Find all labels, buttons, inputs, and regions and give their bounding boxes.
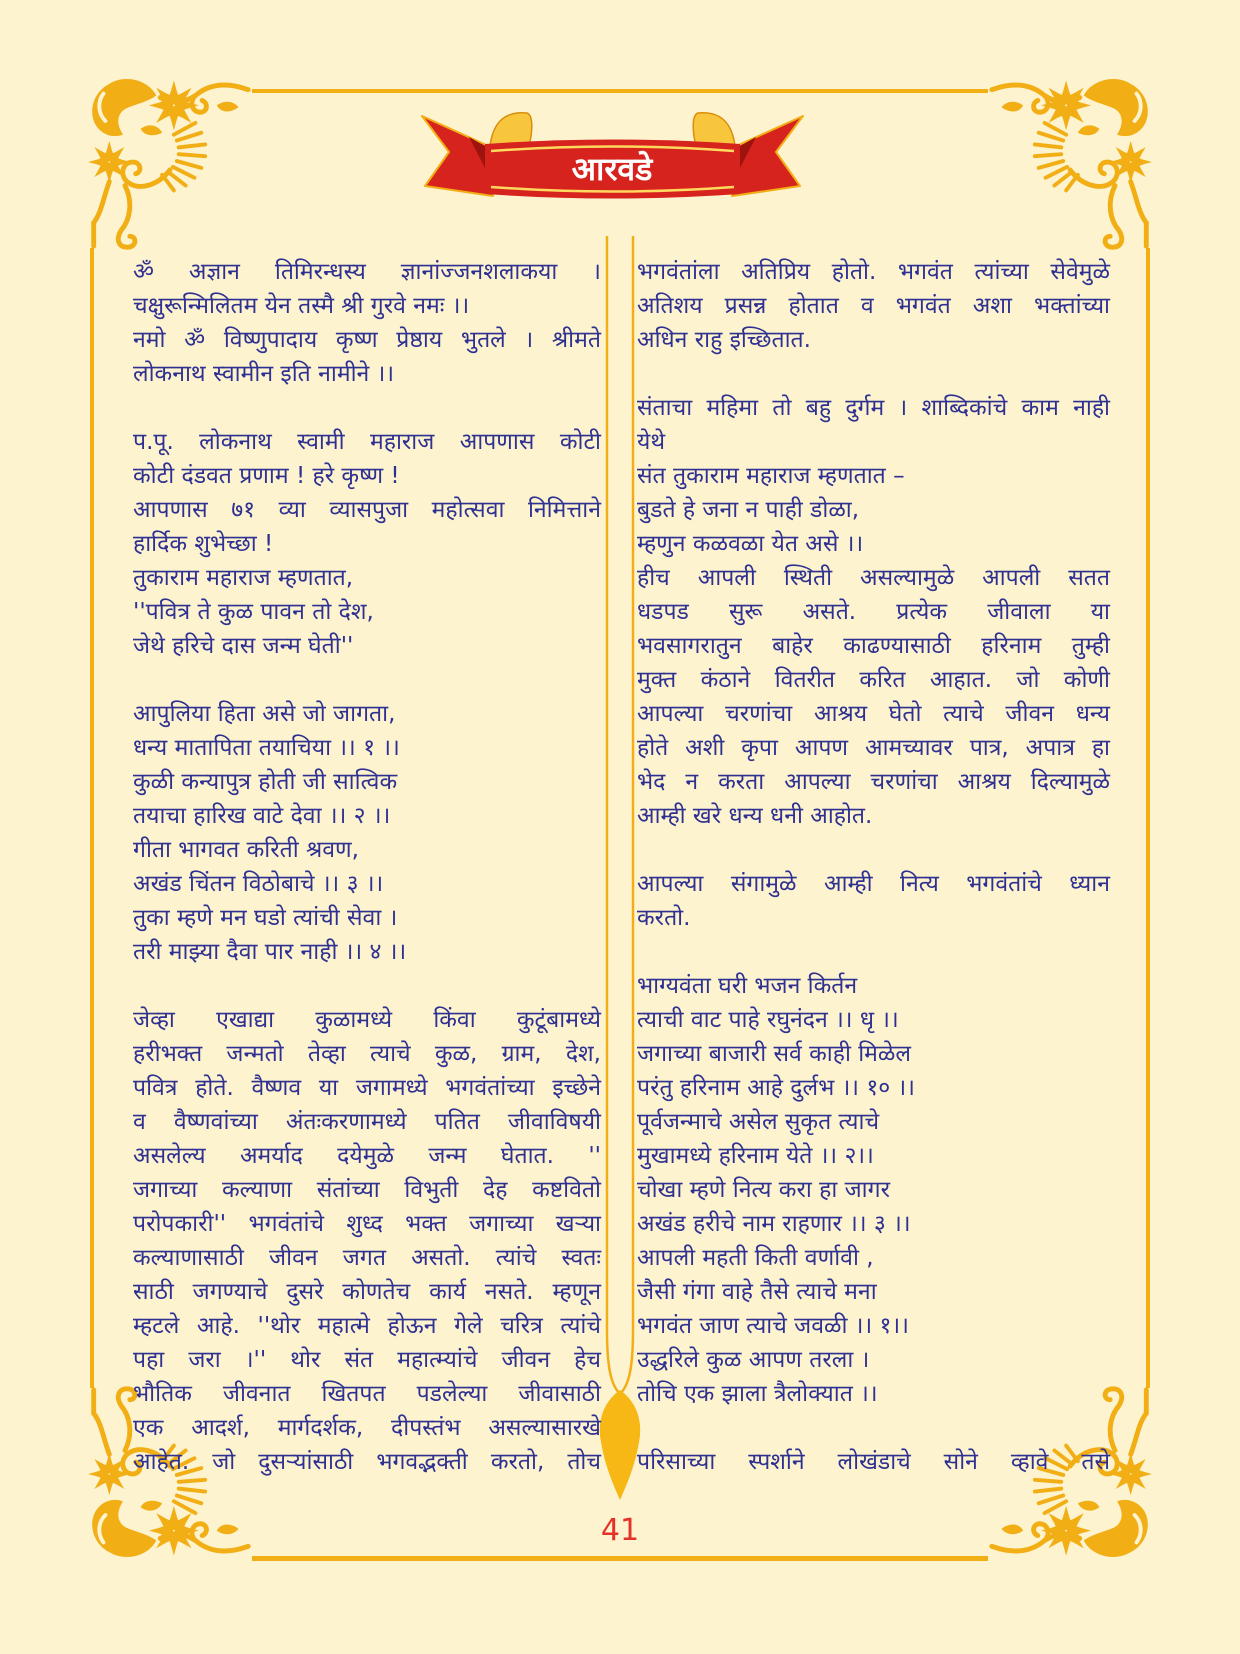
text-line: भगवंत जाण त्याचे जवळी ।। १।। <box>637 1313 909 1339</box>
text-line: हार्दिक शुभेच्छा ! <box>133 531 274 557</box>
text-line: व वैष्णवांच्या अंतःकरणामध्ये पतित जीवाविषयी <box>133 1109 601 1135</box>
text-line: आहेत. जो दुसऱ्यांसाठी भगवद्भक्ती करतो, तोच <box>133 1449 601 1475</box>
paragraph-block <box>637 867 1110 935</box>
text-line: परोपकारी'' भगवंतांचे शुध्द भक्त जगाच्या खऱ्या <box>133 1211 601 1237</box>
paragraph-block <box>133 697 601 969</box>
text-line: म्हणुन कळवळा येत असे ।। <box>637 531 864 557</box>
text-line: कोटी दंडवत प्रणाम ! हरे कृष्ण ! <box>133 463 400 489</box>
text-line: जगाच्या बाजारी सर्व काही मिळेल <box>637 1041 912 1067</box>
text-line: आपली महती किती वर्णावी , <box>637 1245 874 1271</box>
text-line: असलेल्य अमर्याद दयेमुळे जन्म घेतात. '' <box>133 1143 601 1169</box>
text-line: भेद न करता आपल्या चरणांचा आश्रय दिल्यामुळे <box>637 769 1110 795</box>
text-line: मुक्त कंठाने वितरीत करित आहात. जो कोणी <box>637 667 1110 693</box>
text-line: आम्ही खरे धन्य धनी आहोत. <box>637 803 873 829</box>
text-line: हरीभक्त जन्मतो तेव्हा त्याचे कुळ, ग्राम, देश, <box>133 1041 601 1067</box>
text-line: हीच आपली स्थिती असल्यामुळे आपली सतत <box>637 565 1110 591</box>
text-line: नमो ॐ विष्णुपादाय कृष्ण प्रेष्ठाय भुतले । श्रीमते <box>133 327 601 353</box>
banner-title: आरवडे <box>571 150 653 188</box>
text-line: चक्षुरून्मिलितम येन तस्मै श्री गुरवे नमः ।। <box>133 293 470 319</box>
text-line: परिसाच्या स्पर्शाने लोखंडाचे सोने व्हावे तसे <box>637 1449 1110 1475</box>
text-line: पहा जरा ।'' थोर संत महात्म्यांचे जीवन हेच <box>133 1347 601 1373</box>
corner-flourish-top-right-icon <box>984 76 1160 252</box>
ribbon-fold-left <box>490 113 532 146</box>
page-number: 41 <box>600 1513 640 1548</box>
text-line: भवसागरातुन बाहेर काढण्यासाठी हरिनाम तुम्ही <box>637 633 1110 659</box>
text-line: कल्याणासाठी जीवन जगत असतो. त्यांचे स्वतः <box>133 1245 601 1271</box>
frame-border-right <box>1146 248 1150 1388</box>
text-line: तरी माझ्या दैवा पार नाही ।। ४ ।। <box>133 939 407 965</box>
text-line: चोखा म्हणे नित्य करा हा जागर <box>637 1177 890 1203</box>
frame-border-bottom <box>252 1556 988 1561</box>
text-line: संताचा महिमा तो बहु दुर्गम । शाब्दिकांचे काम नाही <box>637 395 1110 421</box>
text-line: आपणास ७१ व्या व्यासपुजा महोत्सवा निमित्ताने <box>133 497 601 523</box>
text-line: अखंड हरीचे नाम राहणार ।। ३ ।। <box>637 1211 911 1237</box>
text-line: जगाच्या कल्याणा संतांच्या विभुती देह कष्टवितो <box>133 1177 601 1203</box>
text-line: साठी जगण्याचे दुसरे कोणतेच कार्य नसते. म्हणून <box>133 1279 601 1305</box>
text-line: करतो. <box>637 905 691 931</box>
text-line: मुखामध्ये हरिनाम येते ।। २।। <box>637 1143 874 1169</box>
text-line: भौतिक जीवनात खितपत पडलेल्या जीवासाठी <box>133 1381 601 1407</box>
text-line: पवित्र होते. वैष्णव या जगामध्ये भगवंतांच्या इच्छेने <box>133 1075 601 1101</box>
paragraph-block <box>637 255 1110 357</box>
text-line: बुडते हे जना न पाही डोळा, <box>637 497 860 523</box>
text-line: जैसी गंगा वाहे तैसे त्याचे मना <box>637 1279 877 1305</box>
paragraph-block <box>637 1445 1110 1479</box>
title-ribbon-banner <box>415 106 810 204</box>
text-line: धन्य मातापिता तयाचिया ।। १ ।। <box>133 735 400 761</box>
text-line: भाग्यवंता घरी भजन किर्तन <box>637 973 858 999</box>
text-line: परंतु हरिनाम आहे दुर्लभ ।। १० ।। <box>637 1075 915 1101</box>
text-line: तयाचा हारिख वाटे देवा ।। २ ।। <box>133 803 391 829</box>
text-line: तोचि एक झाला त्रैलोक्यात ।। <box>637 1381 878 1407</box>
text-line: आपुलिया हिता असे जो जागता, <box>133 701 396 727</box>
text-line: लोकनाथ स्वामीन इति नामीने ।। <box>133 361 395 387</box>
text-line: भगवंतांला अतिप्रिय होतो. भगवंत त्यांच्या सेवेमुळे <box>637 259 1110 285</box>
text-line: अतिशय प्रसन्न होतात व भगवंत अशा भक्तांच्या <box>637 293 1110 319</box>
text-line: ॐ अज्ञान तिमिरन्धस्य ज्ञानांज्जनशलाकया । <box>133 259 601 285</box>
text-line: होते अशी कृपा आपण आमच्यावर पात्र, अपात्र हा <box>637 735 1110 761</box>
text-line: ''पवित्र ते कुळ पावन तो देश, <box>133 599 374 625</box>
text-line: तुकाराम महाराज म्हणतात, <box>133 565 354 591</box>
text-line: म्हटले आहे. ''थोर महात्मे होऊन गेले चरित्र त्यांचे <box>133 1313 601 1339</box>
text-line: अधिन राहु इच्छितात. <box>637 327 811 353</box>
paragraph-block <box>637 391 1110 833</box>
paragraph-block <box>133 255 601 391</box>
corner-flourish-top-left-icon <box>80 76 256 252</box>
divider-teardrop-icon <box>600 1390 640 1500</box>
text-column-left <box>133 255 601 1479</box>
text-line: आपल्या संगामुळे आम्ही नित्य भगवंतांचे ध्यान <box>637 871 1110 897</box>
ribbon-fold-right <box>693 113 735 146</box>
text-column-right <box>637 255 1110 1479</box>
text-line: प.पू. लोकनाथ स्वामी महाराज आपणास कोटी <box>133 429 601 455</box>
text-line: कुळी कन्यापुत्र होती जी सात्विक <box>133 769 398 795</box>
text-line: धडपड सुरू असते. प्रत्येक जीवाला या <box>637 599 1110 625</box>
text-line: जेव्हा एखाद्या कुळामध्ये किंवा कुटूंबामध्ये <box>133 1007 601 1033</box>
text-line: उद्धरिले कुळ आपण तरला । <box>637 1347 870 1373</box>
text-line: एक आदर्श, मार्गदर्शक, दीपस्तंभ असल्यासारखे <box>133 1415 601 1441</box>
text-line: अखंड चिंतन विठोबाचे ।। ३ ।। <box>133 871 384 897</box>
text-line: पूर्वजन्माचे असेल सुकृत त्याचे <box>637 1109 880 1135</box>
text-line: जेथे हरिचे दास जन्म घेती'' <box>133 633 354 659</box>
frame-border-left <box>90 248 94 1388</box>
paragraph-block <box>637 969 1110 1411</box>
text-line: गीता भागवत करिती श्रवण, <box>133 837 359 863</box>
text-line: त्याची वाट पाहे रघुनंदन ।। धृ ।। <box>637 1007 899 1033</box>
text-line: आपल्या चरणांचा आश्रय घेतो त्याचे जीवन धन्य <box>637 701 1110 727</box>
text-line: येथे <box>637 429 666 455</box>
text-line: तुका म्हणे मन घडो त्यांची सेवा । <box>133 905 398 931</box>
paragraph-block <box>133 425 601 663</box>
frame-border-top <box>252 89 988 93</box>
paragraph-block <box>133 1003 601 1479</box>
text-line: संत तुकाराम महाराज म्हणतात – <box>637 463 905 489</box>
